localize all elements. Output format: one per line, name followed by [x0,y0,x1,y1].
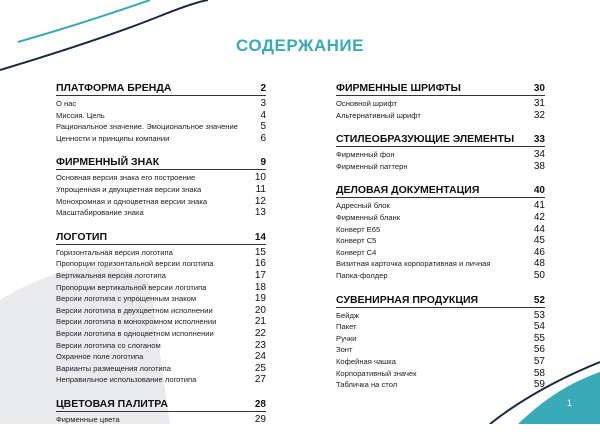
entry-label: Адресный блок [336,201,390,211]
toc-entry[interactable] [56,98,266,110]
toc-entry[interactable] [336,258,545,270]
section-title: ПЛАТФОРМА БРЕНДА [56,82,172,94]
entry-page-number: 48 [533,258,545,270]
toc-entry[interactable] [56,328,266,340]
entry-label: Монохромная и одноцветная версии знака [56,196,208,206]
entry-label: Фирменный фон [336,150,395,160]
entry-page-number: 4 [260,109,266,121]
entry-label: Упрощенная и двухцветная версии знака [56,184,202,194]
entry-page-number: 38 [533,160,545,172]
entry-page-number: 11 [255,183,266,195]
entry-label: Фирменный бланк [336,212,401,222]
entry-page-number: 42 [533,211,545,223]
toc-entry[interactable] [336,379,545,391]
entry-page-number: 25 [254,362,266,374]
toc-entry[interactable] [336,368,545,380]
entry-page-number: 15 [254,246,266,258]
entry-page-number: 41 [533,200,545,212]
toc-section [56,156,266,218]
entry-page-number: 16 [254,258,266,270]
toc-section [336,294,545,391]
entry-label: Масштабирование знака [56,208,144,218]
entry-label: Варианты размещения логотипа [56,363,171,373]
entry-page-number: 13 [254,207,266,219]
entry-label: Табличка на стол [336,380,398,390]
toc-section-heading[interactable] [336,133,545,147]
entry-label: Версии логотипа в двухцветном исполнении [56,305,213,315]
section-title: ФИРМЕННЫЙ ЗНАК [56,156,160,169]
toc-section-heading[interactable] [336,82,545,96]
entry-page-number: 45 [533,235,545,247]
toc-entry[interactable] [336,212,545,224]
toc-entry[interactable] [56,351,266,363]
entry-label: Пакет [336,322,357,332]
entry-label: Папка-фолдер [336,270,388,280]
toc-entry[interactable] [56,270,266,282]
entry-page-number: 31 [533,98,545,109]
entry-label: Конверт С4 [336,247,377,257]
toc-section-heading[interactable] [56,231,266,245]
entry-page-number: 34 [533,149,545,161]
entry-page-number: 10 [254,172,266,184]
entry-page-number: 5 [260,121,266,133]
entry-label: Миссия. Цель [56,110,105,120]
entry-label: Конверт Е65 [336,224,381,234]
entry-label: Конверт С5 [336,236,377,246]
entry-page-number: 27 [254,374,266,386]
entry-label: Пропорции горизонтальной версии логотипа [56,259,214,269]
entry-label: Версии логотипа в одноцветном исполнении [56,328,214,338]
toc-entry[interactable] [56,340,266,352]
entry-label: О нас [56,99,77,108]
toc-entry[interactable] [56,282,266,294]
entry-label: Пропорции вертикальной версии логотипа [56,282,207,292]
toc-section [56,398,266,426]
entry-page-number: 44 [533,223,545,235]
entry-label: Рациональное значение. Эмоциональное значение [56,122,238,132]
entry-label: Вертикальная версия логотипа [56,270,166,280]
entry-page-number: 12 [254,195,266,207]
entry-page-number: 6 [260,132,266,144]
entry-page-number: 21 [254,316,266,328]
toc-section-heading[interactable] [56,398,266,412]
toc-entry[interactable] [56,207,266,219]
toc-entry[interactable] [336,149,545,161]
entry-page-number: 24 [254,351,266,363]
entry-label: Неправильное использование логотипа [56,375,197,385]
toc-section [336,133,545,172]
section-title: СТИЛЕОБРАЗУЮЩИЕ ЭЛЕМЕНТЫ [336,133,515,146]
toc-entry[interactable] [56,133,266,145]
section-page-number: 28 [254,398,266,410]
entry-label: Основной шрифт [336,99,398,108]
entry-page-number: 50 [533,269,545,281]
entry-label: Ценности и принципы компании [56,133,170,143]
entry-page-number: 29 [254,413,266,425]
entry-page-number: 59 [533,379,545,391]
entry-page-number: 55 [533,332,545,344]
entry-label: Версии логотипа с упрощенным знаком [56,294,197,304]
entry-label: Ручки [336,333,357,343]
section-title: ЛОГОТИП [56,230,108,243]
page-number: 1 [567,398,573,408]
toc-entry[interactable] [56,258,266,270]
entry-label: Версии логотипа со слоганом [56,340,161,350]
toc-section [336,184,545,281]
toc-section-heading[interactable] [336,294,545,308]
entry-label: Версии логотипа в монохромном исполнении [56,317,217,327]
entry-label: Корпоративный значек [336,368,417,378]
entry-label: Кофейная чашка [336,356,396,366]
toc-entry[interactable] [336,344,545,356]
entry-label: Горизонтальная версия логотипа [56,247,173,257]
section-title: ФИРМЕННЫЕ ШРИФТЫ [336,82,461,94]
section-page-number: 52 [533,294,545,306]
entry-label: Фирменные цвета [56,414,120,424]
entry-page-number: 18 [254,281,266,293]
toc-entry[interactable] [336,333,545,345]
section-page-number: 9 [260,157,266,169]
toc-entry[interactable] [336,235,545,247]
entry-page-number: 19 [254,293,266,305]
section-page-number: 40 [533,185,545,197]
toc-entry[interactable] [56,196,266,208]
entry-label: Альтернативный шрифт [336,110,421,120]
toc-entry[interactable] [56,110,266,122]
toc-entry[interactable] [336,247,545,259]
section-page-number: 2 [260,83,266,94]
toc-entry[interactable] [56,184,266,196]
toc-section-heading[interactable] [56,82,266,96]
page-title: СОДЕРЖАНИЕ [236,36,364,55]
toc-section [336,82,545,121]
toc-entry[interactable] [56,374,266,386]
section-page-number: 33 [533,134,545,146]
entry-page-number: 20 [254,304,266,316]
entry-page-number: 32 [533,109,545,121]
toc-section-heading[interactable] [336,184,545,198]
toc-entry[interactable] [336,161,545,173]
toc-entry[interactable] [56,316,266,328]
toc-entry[interactable] [336,356,545,368]
toc-entry[interactable] [336,321,545,333]
toc-entry[interactable] [56,247,266,259]
toc-entry[interactable] [336,270,545,282]
entry-label: Основная версия знака его построение [56,173,196,183]
entry-page-number: 17 [254,269,266,281]
toc-entry[interactable] [336,98,545,110]
toc-column-right [336,82,545,403]
entry-page-number: 23 [254,339,266,351]
entry-label: Бейдж [336,310,359,320]
toc-entry[interactable] [56,305,266,317]
toc-entry[interactable] [56,363,266,375]
entry-label: Зонт [336,345,353,355]
toc-section-heading[interactable] [56,156,266,170]
section-page-number: 30 [533,83,545,94]
section-title: ДЕЛОВАЯ ДОКУМЕНТАЦИЯ [336,184,480,197]
navy-curve-line [0,0,208,70]
entry-page-number: 56 [533,344,545,356]
toc-entry[interactable] [336,310,545,322]
entry-label: Охранное поле логотипа [56,352,144,362]
toc-column-left [56,82,266,437]
entry-label: Визитная карточка корпоративная и личная [336,259,491,269]
toc-entry[interactable] [56,172,266,184]
section-page-number: 14 [254,231,266,243]
entry-page-number: 3 [260,98,266,109]
toc-section [56,82,266,144]
toc-entry[interactable] [56,121,266,133]
section-title: СУВЕНИРНАЯ ПРОДУКЦИЯ [336,293,479,306]
toc-entry[interactable] [56,293,266,305]
entry-page-number: 22 [254,327,266,339]
entry-page-number: 46 [533,246,545,258]
entry-page-number: 57 [533,355,545,367]
entry-page-number: 58 [533,367,545,379]
toc-entry[interactable] [336,224,545,236]
entry-page-number: 53 [533,309,545,321]
toc-entry[interactable] [336,110,545,122]
entry-page-number: 54 [533,321,545,333]
toc-section [56,231,266,386]
entry-label: Фирменный паттерн [336,161,408,171]
section-title: ЦВЕТОВАЯ ПАЛИТРА [56,397,168,410]
toc-entry[interactable] [336,200,545,212]
